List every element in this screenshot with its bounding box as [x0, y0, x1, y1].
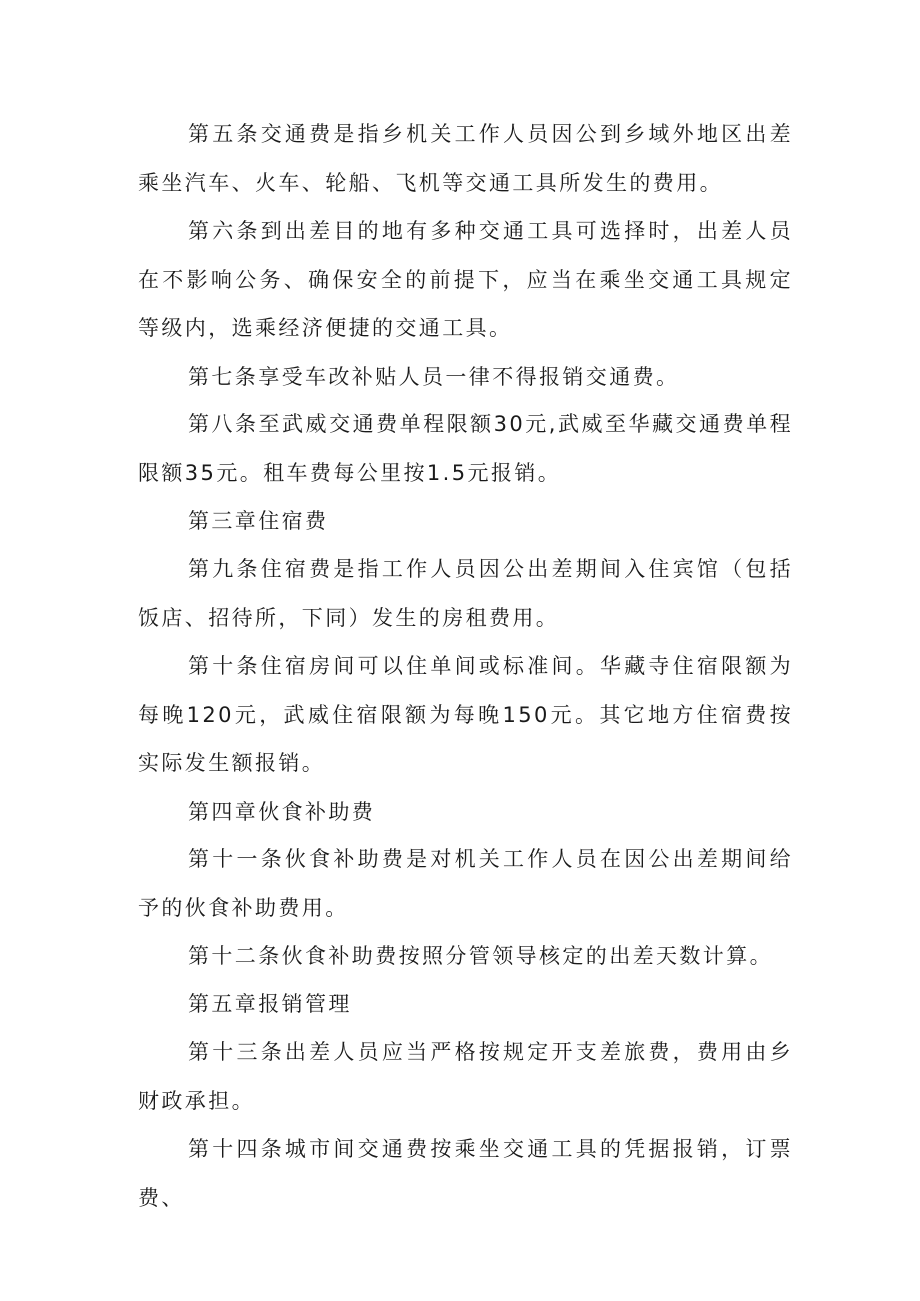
- article-11-paragraph: 第十一条伙食补助费是对机关工作人员在因公出差期间给予的伙食补助费用。: [138, 847, 793, 920]
- article-10-paragraph: 第十条住宿房间可以住单间或标准间。华藏寺住宿限额为每晚120元，武威住宿限额为每晚150元。其它地方住宿费按实际发生额报销。: [138, 654, 793, 776]
- article-8-paragraph: 第八条至武威交通费单程限额30元,武威至华藏交通费单程限额35元。租车费每公里按1.5元报销。: [138, 412, 793, 485]
- chapter-3-heading: 第三章住宿费: [188, 509, 329, 533]
- article-5-paragraph: 第五条交通费是指乡机关工作人员因公到乡域外地区出差乘坐汽车、火车、轮船、飞机等交通工具所发生的费用。: [138, 122, 793, 195]
- article-13-paragraph: 第十三条出差人员应当严格按规定开支差旅费，费用由乡财政承担。: [138, 1040, 793, 1113]
- chapter-5-heading: 第五章报销管理: [188, 992, 352, 1016]
- article-14-paragraph: 第十四条城市间交通费按乘坐交通工具的凭据报销，订票费、: [138, 1137, 793, 1210]
- article-9-paragraph: 第九条住宿费是指工作人员因公出差期间入住宾馆（包括饭店、招待所，下同）发生的房租费用。: [138, 557, 793, 630]
- article-12-paragraph: 第十二条伙食补助费按照分管领导核定的出差天数计算。: [188, 944, 773, 968]
- chapter-4-heading: 第四章伙食补助费: [188, 800, 376, 824]
- article-7-paragraph: 第七条享受车改补贴人员一律不得报销交通费。: [188, 365, 680, 389]
- article-6-paragraph: 第六条到出差目的地有多种交通工具可选择时，出差人员在不影响公务、确保安全的前提下，应当在乘坐交通工具规定等级内，选乘经济便捷的交通工具。: [138, 219, 793, 341]
